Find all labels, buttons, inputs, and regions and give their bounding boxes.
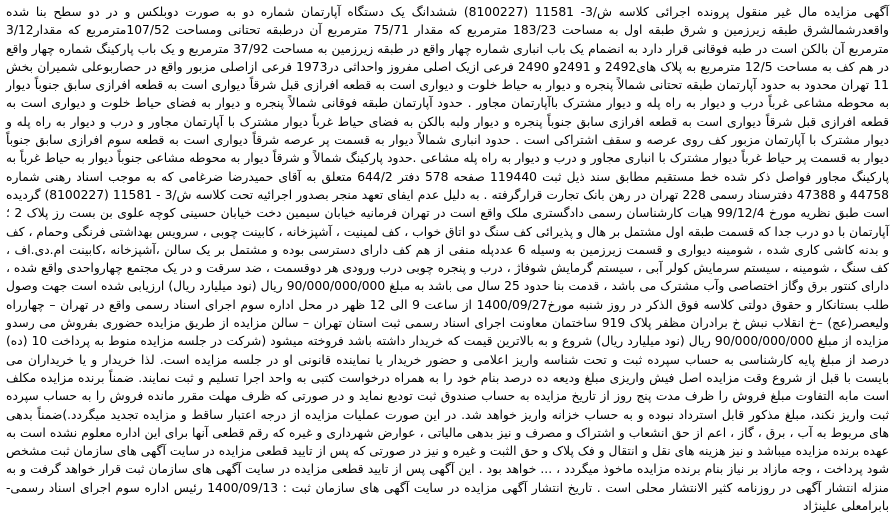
notice-body-text: آگهی مزایده مال غیر منقول پرونده اجرائی کلاسه ش/3- 11581 (8100227) ششدانگ یک دستگاه آپارتمان شماره دو به صورت دوبلکس و در دو سطح بنا شده واقعدرشمالشرق طبقه زیرزمین و شرق طبقه اول به مساحت 183/23 مترمربع که مقدار 75/71 مترمربع آن درطبقه تحتانی ومساحت 107/52مترمربع که مقدار3/12 مترمربع آن بالکن است در طبه فوقانی قرار دارد به انضمام یک باب انباری شماره چهار واقع در طبقه زیرزمین به مساحت 37/92 مترمربع و یک باب پارکینگ شماره چهار واقع در هم کف به مساحت 12/5 مترمربع به پلاک های2492 و 2491و 2490 فرعی ازیک اصلی مفروز واحداثی در1973 فرعی ازاصلی مزبور واقع در حصاربوعلی شمیران بخش 11 تهران محدود به حدود آپارتمان طبقه تحتانی شمالاً پنجره و دیوار به حیاط خلوت و دیواری است به قطعه افرازی قبل شرقاً دیواری است به قطعه افرازی سابق جنوباً دیوار به محوطه مشاعی غرباً درب و دیوار به راه پله و دیوار مشترک باآپارتمان مجاور . حدود آپارتمان طبقه فوقانی شمالاً پنجره و دیوار به فضای حیاط خلوت و دیواری است به قطعه افرازی قبل شرقاً دیواری است به قطعه افرازی سابق جنوباً پنجره و دیوار ولبه بالکن به فضای حیاط غرباً دیوار مشترک با آپارتمان مجاور و درب و دیوار به راه پله و دیوار مشترک با آپارتمان مزبور کف روی عرصه و سقف اشتراکی است . حدود انباری شمالاً دیوار به قسمت پر عرصه شرقاً دیواری است به قطعه سوم افرازی سابق جنوباً دیوار به قسمت پر حیاط غرباً دیوار مشترک با انباری مجاور و درب و دیوار به راه پله مشاعی .حدود پارکینگ شمالاً و شرقاً دیوار به محوطه مشاعی جنوباً دیوار به حیاط غرباً به پارکینگ مجاور فواصل ذکر شده خط مستقیم مطابق سند ذیل ثبت 119440 صفحه 578 دفتر 644/2 متعلق به آقای حمیدرضا ضرغامی که به موجب اسناد رهنی شماره 44758 و 47388 دفترسناد رسمی 228 تهران در رهن بانک تجارت قرارگرفته . به دلیل عدم ایفای تعهد منجر بصدور اجرائیه تحت کلاسه ش/3 - 11581 (8100227) گردیده است طبق نظریه مورخ 99/12/4 هیات کارشناسان رسمی دادگستری ملک واقع است در تهران فرمانیه خیابان سیمین دخت خیابان حسینی کوچه علوی بن بست رز پلاک 2 ؛ آپارتمان با دو درب جدا که قسمت طبقه اول مشتمل بر هال و پذیرائی کف سنگ دو اتاق خواب ، کف لمینیت ، آشپزخانه ، کابینت چوبی ، سرویس بهداشتی فرنگی وحمام ، کف و بدنه کاشی کاری شده ، شومینه دیواری و قسمت زیرزمین به وسیله 6 عددپله منفی از هم کف دارای دسترسی بوده و مشتمل بر یک سالن ،آشپزخانه ،کابینت ام.دی.اف ، کف سنگ ، شومینه ، سیستم سرمایش کولر آبی ، سیستم گرمایش شوفاژ ، درب و پنجره چوبی درب ورودی هر دوقسمت ، ضد سرقت و در یک مجتمع چهارواحدی واقع شده ، دارای کنتور برق وگاز اختصاصی وآب مشترک می باشد ، قدمت بنا حدود 25 سال می باشد به مبلغ 90/000/000/000 ریال (نود میلیارد ریال) ارزیابی شده است جهت وصول طلب بستانکار و حقوق دولتی کلاسه فوق الذکر در روز شنبه مورخ1400/09/27 از ساعت 9 الی 12 ظهر در محل اداره سوم اجرای اسناد رسمی واقع در تهران – چهارراه ولیعصر(عج) –خ انقلاب نبش خ برادران مظفر پلاک 919 ساختمان معاونت اجرای اسناد رسمی ثبت استان تهران – سالن مزایده از طریق مزایده حضوری بفروش می رسدو مزایده از مبلغ 90/000/000/000 ریال (نود میلیارد ریال) شروع و به بالاترین قیمت که خریدار داشته باشد فروخته میشود (شرکت در جلسه مزایده منوط به پرداخت 10 (ده) درصد از مبلغ پایه کارشناسی به حساب سپرده ثبت و تحت شناسه واریز اعلامی و حضور خریدار یا نماینده قانونی او در جلسه مزایده است. لذا خریدار و یا خریداران می بایست با قبل از شروع وقت مزایده اصل فیش واریزی مبلغ ودیعه ده درصد بنام خود را به همراه درخواست کتبی به واحد اجرا تسلیم و ثبت نمایند. ضمناً برنده مزایده مکلف است مابه التفاوت مبلغ فروش را ظرف مدت پنج روز از تاریخ مزایده به حساب صندوق ثبت تودیع نماید و در صورتی که ظرف مهلت مقرر مانده فروش را به حساب سپرده ثبت واریز نکند، مبلغ مذکور قابل استرداد نبوده و به حساب خزانه واریز خواهد شد. در این صورت عملیات مزایده از درجه اعتبار ساقط و مزایده تجدید میگردد.)ضمناً بدهی های مربوط به آب ، برق ، گاز ، اعم از حق انشعاب و اشتراک و مصرف و نیز بدهی مالیاتی ، عوارض شهرداری و غیره که رقم قطعی آنها برای این اداره معلوم نشده است به عهده برنده مزایده میباشد و نیز هزینه های نقل و انتقال و فک پلاک و حق الثبت و غیره و نیز در صورتی که پس از تایید قطعی مزایده در سایت آگهی های سازمان ثبت مشخص شود پرداخت ، وجه مازاد بر نیاز بنام برنده مزایده ماخوذ میگردد ، ... خواهد بود . این آگهی پس از تایید قطعی مزایده در سایت آگهی های سازمان ثبت قرار خواهد گرفت و به منزله انتشار آگهی در روزنامه کثیر الانتشار محلی است . تاریخ انتشار آگهی مزایده در سایت آگهی های سازمان ثبت : 1400/09/13 رئیس اداره سوم اجرای اسناد رسمی- بابرامعلی علینژاد — [6, 5, 890, 514]
